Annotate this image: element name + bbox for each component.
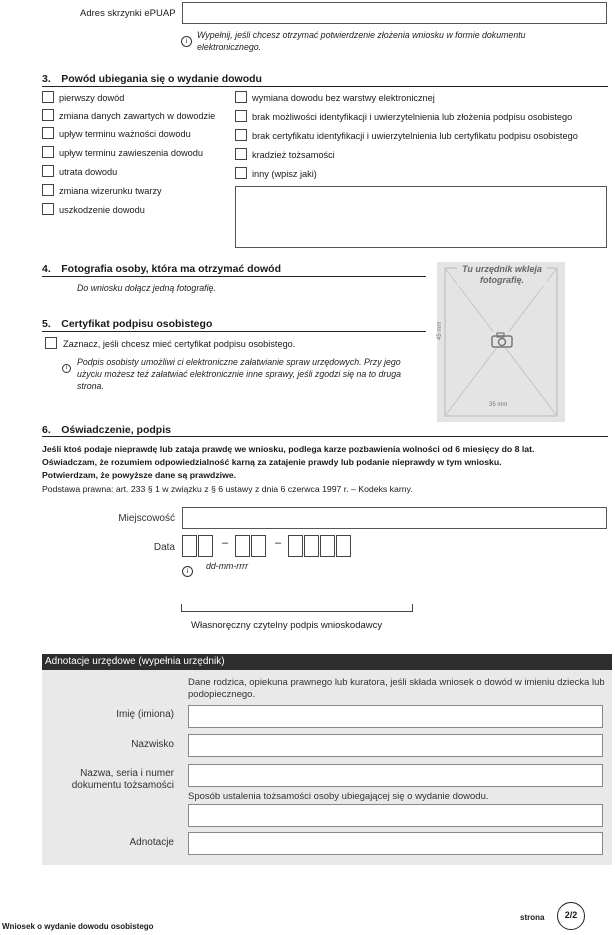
- doc-label: Nazwa, seria i numer dokumentu tożsamości: [71, 768, 174, 791]
- annotations-input[interactable]: [188, 832, 603, 855]
- reason-label: utrata dowodu: [59, 167, 118, 177]
- reason-checkbox[interactable]: [42, 127, 54, 139]
- reason-label: upływ terminu zawieszenia dowodu: [59, 148, 204, 158]
- photo-height-label: 45 mm: [437, 321, 443, 340]
- place-input[interactable]: [182, 507, 607, 529]
- reason-label: brak certyfikatu identyfikacji i uwierzytelnienia lub certyfikatu podpisu osobistego: [252, 131, 578, 141]
- reason-checkbox[interactable]: [42, 203, 54, 215]
- footer-page-label: strona: [520, 913, 545, 922]
- certificate-checkbox[interactable]: [45, 337, 57, 349]
- signature-label: Własnoręczny czytelny podpis wnioskodawcy: [191, 620, 383, 631]
- first-name-input[interactable]: [188, 705, 603, 728]
- section4-note: Do wniosku dołącz jedną fotografię.: [77, 283, 216, 293]
- info-icon: i: [182, 560, 193, 578]
- date-year-cell[interactable]: [288, 535, 303, 557]
- reason-label: uszkodzenie dowodu: [59, 205, 145, 215]
- date-day-cell[interactable]: [198, 535, 213, 557]
- info-icon: i: [62, 356, 71, 374]
- section4-title: 4. Fotografia osoby, która ma otrzymać dowód: [42, 263, 282, 275]
- date-year-cell[interactable]: [304, 535, 319, 557]
- reason-checkbox[interactable]: [235, 129, 247, 141]
- date-separator: –: [222, 537, 229, 549]
- epuap-label: Adres skrzynki ePUAP: [80, 8, 176, 19]
- section5-title: 5. Certyfikat podpisu osobistego: [42, 318, 213, 330]
- footer-doc-title: Wniosek o wydanie dowodu osobistego: [2, 922, 154, 931]
- reason-checkbox[interactable]: [42, 184, 54, 196]
- photo-placeholder: [437, 262, 565, 422]
- reason-checkbox[interactable]: [235, 91, 247, 103]
- statement-text: [42, 443, 612, 482]
- section3-title: 3. Powód ubiegania się o wydanie dowodu: [42, 73, 262, 85]
- date-year-cell[interactable]: [320, 535, 335, 557]
- reason-label: pierwszy dowód: [59, 93, 125, 103]
- reason-checkbox[interactable]: [235, 110, 247, 122]
- certificate-label: Zaznacz, jeśli chcesz mieć certyfikat podpisu osobistego.: [63, 339, 296, 349]
- reason-checkbox[interactable]: [235, 167, 247, 179]
- reason-checkbox[interactable]: [235, 148, 247, 160]
- section4-rule: [42, 276, 426, 277]
- reason-checkbox[interactable]: [42, 165, 54, 177]
- photo-width-label: 35 mm: [489, 402, 508, 408]
- statement-line: Oświadczam, że rozumiem odpowiedzialność karną za zatajenie prawdy lub podanie nieprawdy w tym wniosku.: [42, 457, 502, 467]
- reason-label: brak możliwości identyfikacji i uwierzytelnienia lub złożenia podpisu osobistego: [252, 112, 573, 122]
- page-number-badge: 2/2: [557, 902, 585, 930]
- certificate-note: Podpis osobisty umożliwi ci elektroniczne załatwianie spraw urzędowych. Przy jego użyciu możesz też załatwiać elektronicznie inne sprawy, jeśli zgodzi się na to druga strona.: [77, 357, 402, 391]
- place-label: Miejscowość: [118, 513, 175, 524]
- reason-label: inny (wpisz jaki): [252, 169, 317, 179]
- reason-checkbox[interactable]: [42, 109, 54, 121]
- info-icon: i: [181, 30, 192, 48]
- document-input[interactable]: [188, 764, 603, 787]
- date-format-hint: dd-mm-rrrr: [206, 561, 249, 571]
- identity-method-input[interactable]: [188, 804, 603, 827]
- identity-method-note: Sposób ustalenia tożsamości osoby ubiegającej się o wydanie dowodu.: [188, 791, 489, 802]
- section6-title: 6. Oświadczenie, podpis: [42, 424, 171, 436]
- reason-label: zmiana danych zawartych w dowodzie: [59, 111, 216, 121]
- epuap-note: Wypełnij, jeśli chcesz otrzymać potwierdzenie złożenia wniosku w formie dokumentu elektronicznego.: [197, 30, 526, 52]
- reason-label: kradzież tożsamości: [252, 150, 335, 160]
- date-day-cell[interactable]: [182, 535, 197, 557]
- camera-icon: [491, 332, 513, 348]
- photo-caption: Tu urzędnik wkleja fotografię.: [457, 264, 547, 286]
- official-header-bar: [42, 654, 612, 670]
- signature-area[interactable]: [181, 604, 413, 612]
- reason-label: upływ terminu ważności dowodu: [59, 129, 191, 139]
- surname-label: Nazwisko: [131, 739, 174, 750]
- legal-basis: Podstawa prawna: art. 233 § 1 w związku z § 6 ustawy z dnia 6 czerwca 1997 r. – Kodeks karny.: [42, 484, 413, 494]
- annotations-label: Adnotacje: [129, 837, 174, 848]
- section3-rule: [42, 86, 608, 87]
- date-month-cell[interactable]: [251, 535, 266, 557]
- statement-line: Potwierdzam, że powyższe dane są prawdziwe.: [42, 470, 237, 480]
- epuap-input[interactable]: [182, 2, 607, 24]
- reason-checkbox[interactable]: [42, 91, 54, 103]
- date-year-cell[interactable]: [336, 535, 351, 557]
- section5-rule: [42, 331, 426, 332]
- statement-line: Jeśli ktoś podaje nieprawdę lub zataja prawdę we wniosku, podlega karze pozbawienia wolności od 6 miesięcy do 8 lat.: [42, 444, 535, 454]
- other-reason-textarea[interactable]: [235, 186, 607, 248]
- first-name-label: Imię (imiona): [116, 709, 174, 720]
- section6-rule: [42, 436, 608, 437]
- date-month-cell[interactable]: [235, 535, 250, 557]
- date-label: Data: [153, 542, 175, 553]
- official-header: Adnotacje urzędowe (wypełnia urzędnik): [45, 656, 225, 667]
- reason-label: wymiana dowodu bez warstwy elektronicznej: [252, 93, 435, 103]
- date-separator: –: [275, 537, 282, 549]
- surname-input[interactable]: [188, 734, 603, 757]
- reason-label: zmiana wizerunku twarzy: [59, 186, 162, 196]
- reason-checkbox[interactable]: [42, 146, 54, 158]
- parent-note: Dane rodzica, opiekuna prawnego lub kuratora, jeśli składa wniosek o dowód w imieniu dziecka lub podopiecznego.: [188, 677, 605, 700]
